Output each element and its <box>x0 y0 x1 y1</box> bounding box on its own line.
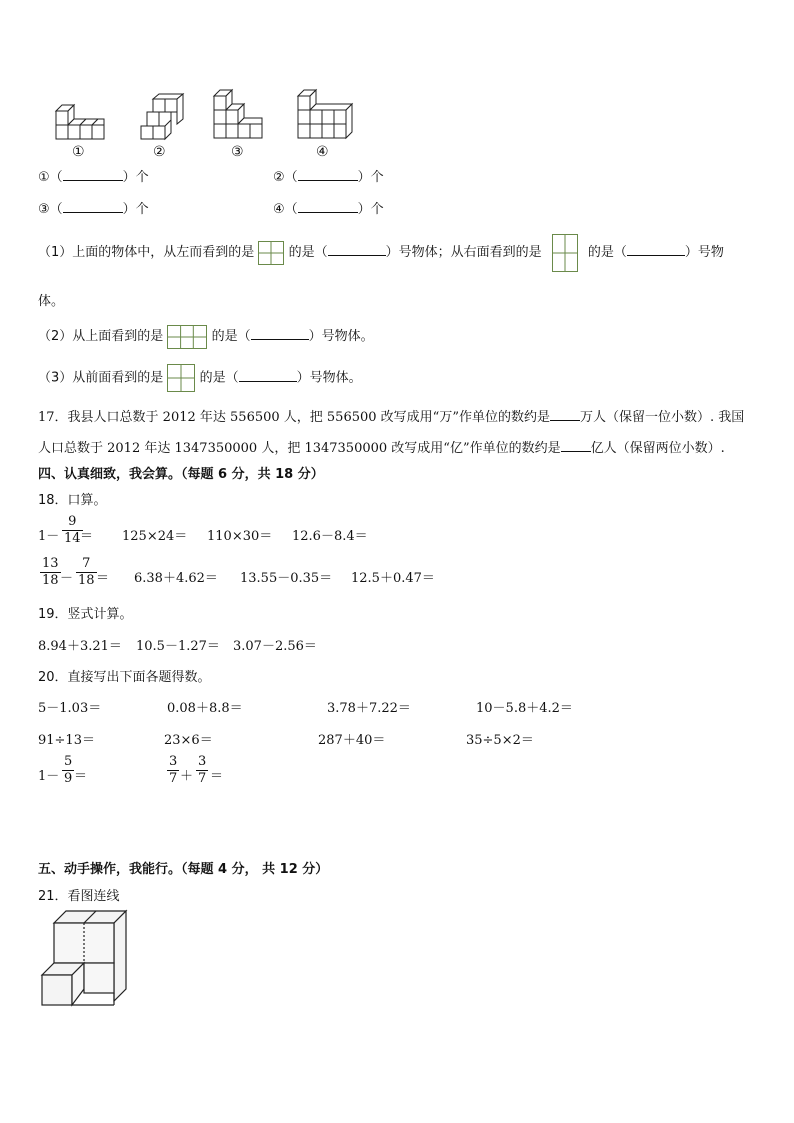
view-grid-icon-2x2 <box>258 241 284 265</box>
q19-item-2: 10.5－1.27＝ <box>136 639 220 654</box>
view-grid-icon-2x2-large <box>167 364 195 392</box>
answer-blank[interactable] <box>561 439 591 452</box>
cube-figure-3 <box>212 85 264 141</box>
q19-item-3: 3.07－2.56＝ <box>233 639 317 654</box>
q20-r1-2: 0.08＋8.8＝ <box>167 701 243 716</box>
count-row-1: ①（ ）个 <box>38 170 149 185</box>
q19-title: 19．竖式计算。 <box>38 607 133 622</box>
q16-part2: （2）从上面看到的是 的是（ ）号物体。 <box>38 323 374 351</box>
q18-title: 18．口算。 <box>38 493 107 508</box>
q20-r2-2: 23×6＝ <box>164 733 213 748</box>
q21-title: 21．看图连线 <box>38 889 120 904</box>
q19-item-1: 8.94＋3.21＝ <box>38 639 122 654</box>
answer-blank[interactable] <box>550 408 580 421</box>
q17-line2: 人口总数于 2012 年达 1347350000 人，把 1347350000 改写成用“亿”作单位的数约是 亿人（保留两位小数）. <box>38 441 725 456</box>
q17-line1: 17．我县人口总数于 2012 年达 556500 人，把 556500 改写成用“万”作单位的数约是 万人（保留一位小数）. 我国 <box>38 410 745 425</box>
figure-label-2: ② <box>153 144 166 160</box>
fraction: $\frac{9}{14}$ <box>64 514 81 546</box>
answer-blank[interactable] <box>239 369 297 382</box>
count-row-2: ②（ ）个 <box>273 170 384 185</box>
answer-blank[interactable] <box>328 243 386 256</box>
q20-r2-3: 287＋40＝ <box>318 733 386 748</box>
answer-blank[interactable] <box>63 168 123 181</box>
fraction: $\frac{3}{7}$ <box>169 754 178 786</box>
q16-part1: （1）上面的物体中，从左而看到的是 的是（ ）号物体；从右面看到的是 的是（ ）号物 <box>38 233 724 273</box>
q20-r1-4: 10－5.8＋4.2＝ <box>476 701 573 716</box>
cube-figure-4 <box>296 83 354 141</box>
q21-cube-figure <box>38 909 130 1009</box>
fraction: $\frac{7}{18}$ <box>78 556 95 588</box>
figure-label-1: ① <box>72 144 85 160</box>
view-grid-icon-3x2 <box>167 325 207 349</box>
view-grid-icon-1x2 <box>552 234 578 272</box>
count-row-4: ④（ ）个 <box>273 202 384 217</box>
answer-blank[interactable] <box>627 243 685 256</box>
section-4-heading: 四、认真细致，我会算。（每题 6 分，共 18 分） <box>38 467 324 482</box>
q16-part1-cont: 体。 <box>38 294 65 309</box>
section-5-heading: 五、动手操作，我能行。（每题 4 分， 共 12 分） <box>38 862 329 877</box>
q16-part3: （3）从前面看到的是 的是（ ）号物体。 <box>38 364 362 393</box>
answer-blank[interactable] <box>251 327 309 340</box>
count-row-3: ③（ ）个 <box>38 202 149 217</box>
q20-r2-4: 35÷5×2＝ <box>466 733 534 748</box>
answer-blank[interactable] <box>298 168 358 181</box>
q20-r1-3: 3.78＋7.22＝ <box>327 701 411 716</box>
answer-blank[interactable] <box>63 200 123 213</box>
cube-figure-2 <box>139 93 185 142</box>
fraction: $\frac{3}{7}$ <box>198 754 207 786</box>
q20-title: 20．直接写出下面各题得数。 <box>38 670 211 685</box>
fraction: $\frac{5}{9}$ <box>64 754 73 786</box>
answer-blank[interactable] <box>298 200 358 213</box>
figure-label-4: ④ <box>316 144 329 160</box>
cube-figure-1 <box>54 97 106 142</box>
q20-row3: 1－ $\frac{5}{9}$ ＝ $\frac{3}{7}$ ＋ $\frac{3}{7}$ ＝ <box>38 754 224 786</box>
q20-r2-1: 91÷13＝ <box>38 733 95 748</box>
fraction: $\frac{13}{18}$ <box>42 556 59 588</box>
q20-r1-1: 5－1.03＝ <box>38 701 102 716</box>
figure-label-3: ③ <box>231 144 244 160</box>
